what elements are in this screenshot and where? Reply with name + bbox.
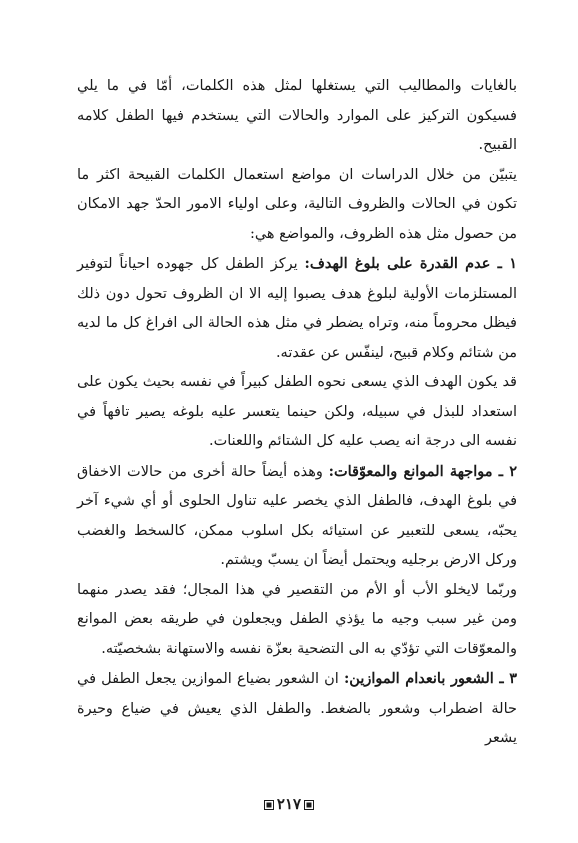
paragraph-6-text: وربّما لايخلو الأب أو الأم من التقصير في هذا المجال؛ فقد يصدر منهما ومن غير سبب وجيه ما يؤذي الطفل ويجعلون في طريقه بعض الموانع والمعوّقات التي تؤدّي به الى التضحية بعزّة نفسه والاستهانة بشخصيّته. xyxy=(77,581,517,657)
paragraph-5 xyxy=(77,457,517,576)
paragraph-7-text: ان الشعور بضياع الموازين يجعل الطفل في حالة اضطراب وشعور بالضغط. والطفل الذي يعيش في ضياع وحيرة يشعر xyxy=(77,671,517,746)
page-number xyxy=(0,795,578,813)
square-ornament-icon xyxy=(304,800,314,810)
paragraph-5-text: وهذه أيضاً حالة أخرى من حالات الاخفاق في بلوغ الهدف، فالطفل الذي يخصر عليه تناول الحلوى أو أي شيء آخر يحبّه، يسعى للتعبير عن استيائه بكل اسلوب ممكن، كالسخط والغضب وركل الارض برجليه ويحتمل أيضاً ان يسبّ ويشتم. xyxy=(77,463,517,568)
paragraph-1-text: بالغايات والمطاليب التي يستغلها لمثل هذه الكلمات، أمّا في ما يلي فسيكون التركيز على الموارد والحالات التي يستخدم فيها الطفل كلامه القبيح. xyxy=(77,78,517,153)
paragraph-3-text: يركز الطفل كل جهوده احياناً لتوفير المستلزمات الأولية لبلوغ هدف يصبوا إليه الا ان الظروف تحول دون ذلك فيظل محروماً منه، وتراه يضطر في مثل هذه الحالة الى افراغ كل ما لديه من شتائم وكلام قبيح، لينفّس عن عقدته. xyxy=(77,256,517,361)
section-2-heading: ٢ ـ مواجهة الموانع والمعوّقات: xyxy=(328,462,517,480)
paragraph-4 xyxy=(77,368,517,457)
paragraph-3 xyxy=(77,249,517,368)
paragraph-4-text: قد يكون الهدف الذي يسعى نحوه الطفل كبيراً في نفسه بحيث يكون على استعداد للبذل في سبيله، ولكن حينما يتعسر عليه بلوغه يصير تافهاً في نفسه الى درجة انه يصب عليه كل الشتائم واللعنات. xyxy=(77,374,517,449)
paragraph-2 xyxy=(77,161,517,250)
body-text xyxy=(77,72,517,754)
paragraph-6 xyxy=(77,576,517,665)
page-number-text: ٢١٧ xyxy=(276,795,302,813)
square-ornament-icon xyxy=(264,800,274,810)
paragraph-2-text: يتبيّن من خلال الدراسات ان مواضع استعمال الكلمات القبيحة اكثر ما تكون في الحالات والظروف التالية، وعلى اولياء الامور الحدّ جهد الامكان من حصول مثل هذه الظروف، والمواضع هي: xyxy=(77,166,517,242)
section-1-heading: ١ ـ عدم القدرة على بلوغ الهدف: xyxy=(304,255,517,272)
paragraph-7 xyxy=(77,664,517,754)
section-3-heading: ٣ ـ الشعور بانعدام الموازين: xyxy=(343,670,517,687)
paragraph-1 xyxy=(77,72,517,161)
